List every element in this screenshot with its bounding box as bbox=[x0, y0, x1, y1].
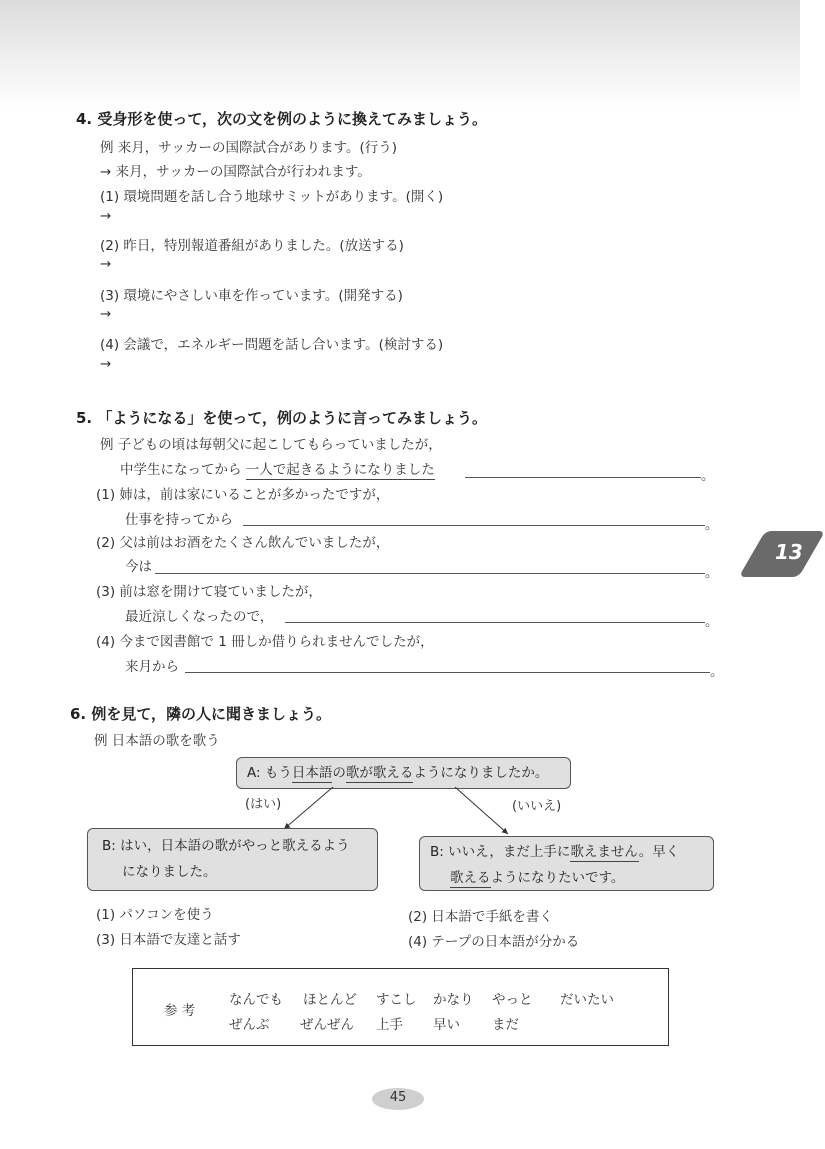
reference-word: まだ bbox=[492, 1017, 519, 1033]
section4-arrow-1: → bbox=[100, 208, 112, 224]
section6-item-2: (2) 日本語で手紙を書く bbox=[408, 909, 553, 925]
section5-item-2-prefix: 今は bbox=[125, 559, 152, 575]
section4-item-1: (1) 環境問題を話し合う地球サミットがあります。(開く) bbox=[100, 189, 444, 205]
section5-item-4-prefix: 来月から bbox=[125, 659, 179, 675]
section6-item-4: (4) テープの日本語が分かる bbox=[408, 934, 580, 950]
yes-label: (はい) bbox=[245, 797, 282, 812]
reference-word: ぜんぶ bbox=[229, 1017, 270, 1033]
section5-item-1-line1: (1) 姉は，前は家にいることが多かったですが， bbox=[96, 487, 390, 503]
reference-word: かなり bbox=[433, 992, 474, 1008]
section5-example-line2: 中学生になってから 一人で起きるようになりました bbox=[120, 462, 435, 478]
section4-arrow-4: → bbox=[100, 356, 112, 372]
period: 。 bbox=[701, 468, 715, 484]
reference-word: すこし bbox=[376, 992, 417, 1008]
section5-example-line1: 例 子どもの頃は毎朝父に起こしてもらっていましたが， bbox=[100, 437, 442, 453]
section6-item-1: (1) パソコンを使う bbox=[96, 907, 214, 923]
section4-example-question: 例 来月，サッカーの国際試合があります。(行う) bbox=[100, 140, 397, 156]
arrow-to-yes bbox=[284, 787, 333, 829]
dialogue-box-a: A: もう日本語の歌が歌えるようになりましたか。 bbox=[236, 757, 571, 789]
reference-word: 上手 bbox=[376, 1017, 403, 1033]
section5-item-2-line1: (2) 父は前はお酒をたくさん飲んでいましたが， bbox=[96, 535, 390, 551]
section4-item-2: (2) 昨日，特別報道番組がありました。(放送する) bbox=[100, 238, 404, 254]
box-yes-line1: B: はい，日本語の歌がやっと歌えるよう bbox=[102, 838, 350, 854]
reference-word: やっと bbox=[492, 992, 533, 1008]
arrow-to-no bbox=[455, 787, 508, 834]
box-no-line1: B: いいえ，まだ上手に歌えません。早く bbox=[430, 844, 680, 860]
chapter-tab-number: 13 bbox=[775, 540, 803, 564]
reference-word: なんでも bbox=[229, 992, 283, 1008]
section6-heading: 6. 例を見て，隣の人に聞きましょう。 bbox=[70, 705, 332, 723]
section5-item-3-prefix: 最近涼しくなったので， bbox=[125, 609, 274, 625]
period: 。 bbox=[710, 664, 724, 680]
page-number: 45 bbox=[389, 1090, 407, 1105]
period: 。 bbox=[705, 565, 719, 581]
box-yes-line2: になりました。 bbox=[122, 864, 217, 880]
section4-item-3: (3) 環境にやさしい車を作っています。(開発する) bbox=[100, 288, 403, 304]
section5-item-4-line1: (4) 今まで図書館で 1 冊しか借りられませんでしたが， bbox=[96, 634, 434, 650]
period: 。 bbox=[705, 614, 719, 630]
section4-heading: 4. 受身形を使って，次の文を例のように換えてみましょう。 bbox=[76, 110, 488, 128]
dialogue-box-yes bbox=[87, 828, 378, 891]
section4-item-4: (4) 会議で，エネルギー問題を話し合います。(検討する) bbox=[100, 337, 444, 353]
section4-arrow-3: → bbox=[100, 306, 112, 322]
reference-word: 早い bbox=[433, 1017, 460, 1033]
reference-word: ほとんど bbox=[303, 992, 357, 1008]
section5-heading: 5. 「ようになる」を使って，例のように言ってみましょう。 bbox=[76, 409, 488, 427]
reference-word: だいたい bbox=[560, 992, 614, 1008]
no-label: (いいえ) bbox=[512, 799, 562, 814]
period: 。 bbox=[705, 517, 719, 533]
box-no-line2: 歌えるようになりたいです。 bbox=[450, 870, 625, 886]
dialogue-box-no bbox=[419, 836, 714, 891]
reference-label: 参 考 bbox=[164, 1003, 196, 1019]
reference-word: ぜんぜん bbox=[300, 1017, 354, 1033]
section6-item-3: (3) 日本語で友達と話す bbox=[96, 932, 241, 948]
section4-arrow-2: → bbox=[100, 256, 112, 272]
section5-item-1-prefix: 仕事を持ってから bbox=[125, 512, 233, 528]
section6-example: 例 日本語の歌を歌う bbox=[94, 733, 220, 749]
section4-example-answer: → 来月，サッカーの国際試合が行われます。 bbox=[100, 164, 371, 180]
section5-item-3-line1: (3) 前は窓を開けて寝ていましたが， bbox=[96, 584, 322, 600]
